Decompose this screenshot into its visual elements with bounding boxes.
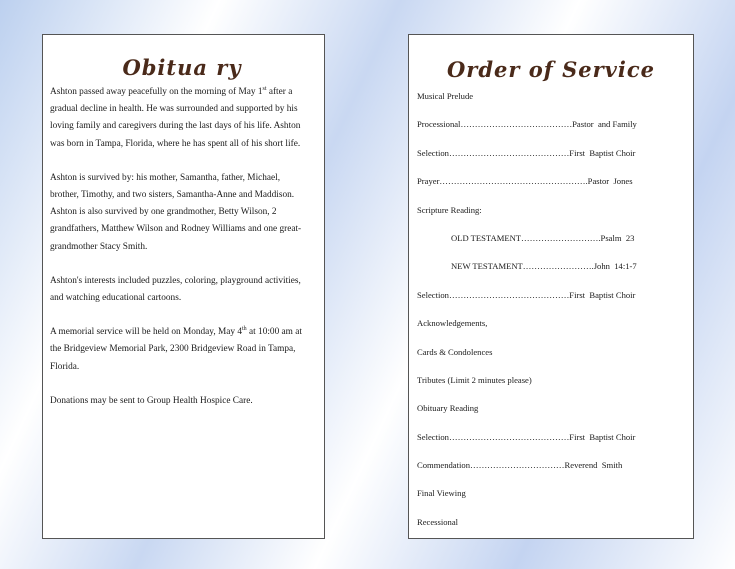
service-item: Musical Prelude [417, 91, 474, 101]
text-line: Donations may be sent to Group Health Hospice Care. [50, 395, 253, 406]
text-line: Ashton's interests included puzzles, coloring, playground activities, [50, 275, 301, 286]
service-item: Recessional [417, 516, 459, 527]
obituary-paragraph-5 [50, 393, 314, 410]
obituary-paragraph-2 [50, 170, 314, 256]
text-line: Ashton is survived by: his mother, Samantha, father, Michael, [50, 172, 281, 183]
service-item: Scripture Reading: [417, 204, 482, 215]
service-subitem: OLD TESTAMENT……………………….Psalm 23 [451, 232, 635, 243]
text-line: gradual decline in health. He was surrounded and supported by his [50, 104, 298, 115]
service-item: Selection……………………………………First Baptist Choir [417, 431, 636, 442]
service-item: Prayer…………………………………………….Pastor Jones [417, 176, 633, 187]
service-item: Tributes (Limit 2 minutes please) [417, 374, 532, 385]
obituary-paragraph-1 [50, 84, 314, 153]
obituary-title: Obitua ry [122, 55, 242, 80]
ordinal-suffix: st [262, 85, 267, 92]
service-item: Selection……………………………………First Baptist Choir [417, 289, 636, 300]
service-item: Commendation……………………………Reverend Smith [417, 460, 623, 471]
obituary-paragraph-3 [50, 273, 314, 307]
service-item: Obituary Reading [417, 403, 479, 414]
service-item: Acknowledgements, [417, 318, 488, 329]
order-of-service-panel [408, 34, 694, 539]
text-line: A memorial service will be held on Monday, May 4th at 10:00 am at [50, 326, 302, 338]
text-line: the Bridgeview Memorial Park, 2300 Bridgeview Road in Tampa, [50, 344, 296, 355]
service-item: Processional…………………………………Pastor and Family [417, 119, 637, 130]
order-of-service-title: Order of Service [446, 57, 656, 82]
text-line: was born in Tampa, Florida, where he has spent all of his short life. [50, 138, 301, 149]
service-subitem: NEW TESTAMENT…………………….John 14:1-7 [451, 261, 637, 272]
text-line: grandfathers, Matthew Wilson and Rodney Williams and one great- [50, 224, 302, 235]
service-item: Final Viewing [417, 488, 466, 499]
text-line: Ashton is also survived by one grandmother, Betty Wilson, 2 [50, 207, 277, 218]
service-item: Selection……………………………………First Baptist Choir [417, 147, 636, 158]
obituary-panel [42, 34, 325, 539]
text-line: loving family and caregivers during the last days of his life. Ashton [50, 121, 301, 132]
obituary-paragraph-4 [50, 324, 314, 376]
text-line: Florida. [50, 361, 80, 372]
text-line: grandmother Stacy Smith. [50, 241, 148, 252]
text-line: brother, Timothy, and two sisters, Samantha-Anne and Maddison. [50, 190, 295, 201]
service-item: Cards & Condolences [417, 346, 493, 357]
ordinal-suffix: th [242, 326, 247, 333]
text-line: and watching educational cartoons. [50, 293, 182, 304]
text-line: Ashton passed away peacefully on the morning of May 1st after a [50, 85, 293, 97]
